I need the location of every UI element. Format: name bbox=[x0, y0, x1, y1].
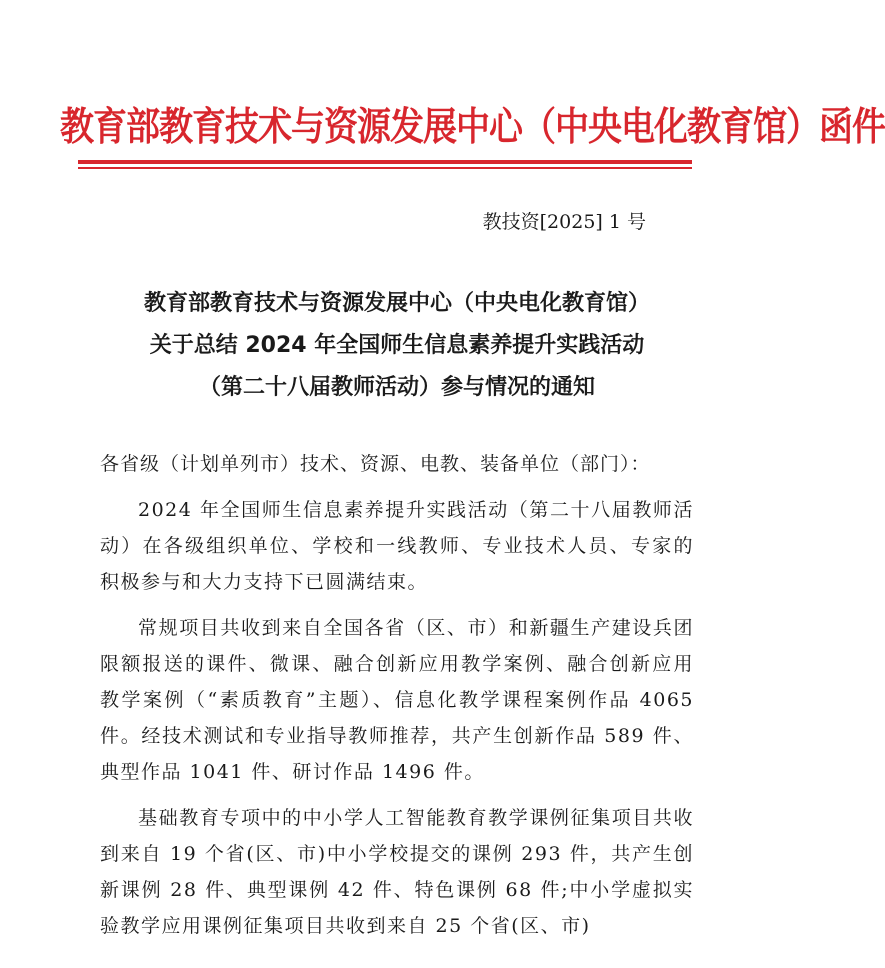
body-paragraph: 常规项目共收到来自全国各省（区、市）和新疆生产建设兵团限额报送的课件、微课、融合创新应用教学案例、融合创新应用教学案例（“素质教育”主题）、信息化教学课程案例作品 4065 件。经技术测试和专业指导教师推荐，共产生创新作品 589 件、典型作品 1041 件、研讨作品 1496 件。 bbox=[100, 617, 694, 783]
document-title-line: （第二十八届教师活动）参与情况的通知 bbox=[198, 375, 595, 400]
body-paragraph: 基础教育专项中的中小学人工智能教育教学课例征集项目共收到来自 19 个省(区、市)中小学校提交的课例 293 件，共产生创新课例 28 件、典型课例 42 件、特色课例 68 件;中小学虚拟实验教学应用课例征集项目共收到来自 25 个省(区、市) bbox=[100, 807, 694, 937]
letterhead-title: 教育部教育技术与资源发展中心（中央电化教育馆）函件 bbox=[60, 104, 885, 151]
document-number: 教技资[2025] 1 号 bbox=[482, 211, 646, 233]
document-title bbox=[0, 283, 794, 409]
salutation: 各省级（计划单列市）技术、资源、电教、装备单位（部门）： bbox=[100, 453, 651, 475]
document-title-line: 关于总结 2024 年全国师生信息素养提升实践活动 bbox=[149, 333, 645, 358]
letterhead-divider-thick bbox=[78, 160, 692, 164]
document-body bbox=[100, 446, 694, 944]
body-paragraph: 2024 年全国师生信息素养提升实践活动（第二十八届教师活动）在各级组织单位、学校和一线教师、专业技术人员、专家的积极参与和大力支持下已圆满结束。 bbox=[100, 499, 694, 593]
letterhead-divider-thin bbox=[78, 167, 692, 169]
document-title-line: 教育部教育技术与资源发展中心（中央电化教育馆） bbox=[143, 291, 650, 316]
